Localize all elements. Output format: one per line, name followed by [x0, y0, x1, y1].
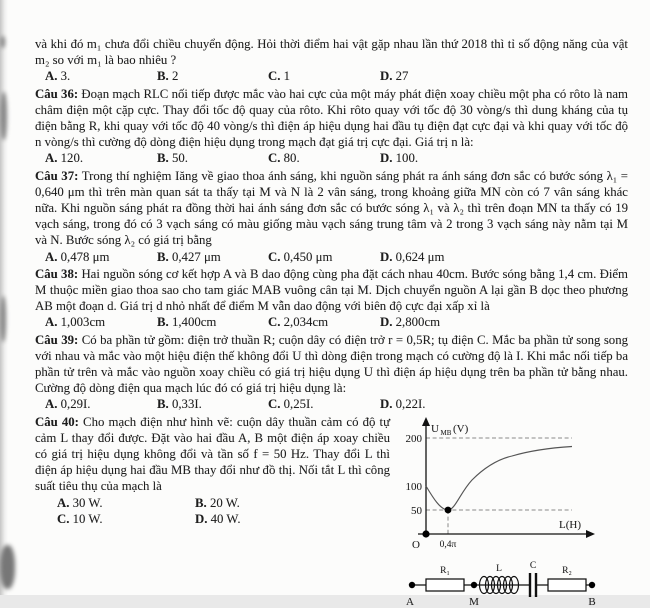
- answer-value: 0,33I.: [171, 397, 202, 412]
- answer-value: 3.: [60, 69, 71, 84]
- answer-option: [268, 249, 380, 265]
- answer-value: 30 W.: [72, 495, 103, 510]
- answer-letter: A.: [45, 151, 58, 166]
- answer-value: 1,003cm: [60, 315, 106, 330]
- question-37-answers: [35, 249, 628, 265]
- label-node-m: M: [469, 595, 479, 608]
- answer-letter: A.: [57, 495, 70, 510]
- question-number: Câu 40:: [35, 414, 79, 429]
- question-39-answers: [35, 396, 628, 412]
- answer-value: 80.: [283, 151, 300, 166]
- question-38: [35, 266, 628, 315]
- umb-vs-l-graph: [396, 416, 624, 552]
- answer-option: [380, 314, 628, 330]
- resistor-r1: [426, 579, 464, 591]
- answer-letter: A.: [45, 249, 58, 264]
- answer-value: 0,427 μm: [171, 249, 221, 264]
- answer-option: [45, 314, 157, 330]
- answer-value: 0,29I.: [60, 397, 91, 412]
- intro-answers-row: [35, 68, 628, 84]
- answer-option: [195, 495, 355, 511]
- answer-option: [195, 511, 355, 527]
- x-tick-04pi: 0,4π: [439, 539, 457, 550]
- answer-option: [380, 249, 628, 265]
- answer-value: 27: [395, 69, 409, 84]
- label-c: C: [529, 560, 537, 571]
- answer-value: 2,034cm: [283, 315, 329, 330]
- answer-letter: C.: [268, 249, 281, 264]
- graph-min-point: [445, 506, 452, 513]
- answer-option: [45, 150, 157, 166]
- answer-option: [45, 396, 157, 412]
- question-text: Cho mạch điện như hình vẽ: cuộn dây thuần cảm có độ tự cảm L thay đổi được. Đặt vào hai đầu A, B một điện áp xoay chiều có giá trị hiệu dụng không đổi và tần số f = 50 Hz. Thay đổi L thì điện áp hiệu dụng hai đầu MB thay đổi như đồ thị. Nối tắt L thì công suất tiêu thụ của mạch là: [35, 414, 391, 494]
- y-axis-arrow-icon: [422, 417, 430, 426]
- answer-option: [157, 68, 268, 84]
- answer-letter: C.: [57, 511, 70, 526]
- x-axis-label: L(H): [559, 518, 581, 531]
- question-38-answers: [35, 314, 628, 330]
- question-text: Đoạn mạch RLC nối tiếp được mắc vào hai cực của một máy phát điện xoay chiều một pha có rôto là nam châm điện một cặp cực. Thay đổi tốc độ quay của rôto. Khi rôto quay với tốc độ 30 vòng/s thì dung kháng của tụ điện bằng R, khi quay với tốc độ 40 vòng/s thì điện áp hiệu dụng hai đầu tụ điện đạt cực đại và khi quay với tốc độ n vòng/s thì cường độ dòng điện hiệu dụng trong mạch đạt giá trị cực đại. Giá trị n là:: [35, 86, 629, 150]
- answer-value: 40 W.: [210, 511, 241, 526]
- x-axis-arrow-icon: [586, 530, 595, 538]
- answer-letter: C.: [268, 397, 281, 412]
- y-tick-50: 50: [411, 504, 422, 517]
- answer-value: 0,25I.: [283, 397, 314, 412]
- answer-letter: C.: [268, 151, 281, 166]
- node-b-dot: [589, 581, 595, 587]
- label-node-a: A: [406, 595, 414, 608]
- label-l: L: [496, 563, 502, 574]
- question-number: Câu 37:: [35, 168, 79, 183]
- question-number: Câu 38:: [35, 266, 79, 281]
- answer-value: 2,800cm: [395, 315, 441, 330]
- answer-letter: B.: [157, 397, 169, 412]
- answer-option: [268, 68, 380, 84]
- node-m-dot: [471, 581, 477, 587]
- answer-option: [157, 396, 268, 412]
- answer-value: 10 W.: [72, 511, 103, 526]
- answer-letter: C.: [268, 69, 281, 84]
- graph-origin-point: [422, 530, 429, 537]
- answer-letter: B.: [157, 249, 169, 264]
- answer-option: [45, 68, 157, 84]
- answer-option: [45, 249, 157, 265]
- answer-value: 20 W.: [209, 495, 240, 510]
- answer-value: 1,400cm: [171, 315, 217, 330]
- label-node-b: B: [588, 595, 596, 608]
- question-40-block: [35, 414, 628, 608]
- answer-letter: D.: [380, 397, 393, 412]
- answer-option: [380, 396, 628, 412]
- answer-value: 2: [171, 69, 179, 84]
- answer-letter: D.: [380, 151, 393, 166]
- question-text: Trong thí nghiệm Iăng về giao thoa ánh sáng, khi nguồn sáng phát ra ánh sáng đơn sắc có bước sóng λ₁ = 0,640 μm thì trên màn quan sát ta thấy tại M và N là 2 vân sáng, trong khoảng giữa MN còn có 7 vân sáng khác nữa. Khi nguồn sáng phát ra đồng thời hai ánh sáng đơn sắc có bước sóng λ₁ và λ₂ thì trên đoạn MN ta thấy có 19 vạch sáng, trong đó có 3 vạch sáng có màu giống màu vạch sáng trung tâm và 2 trong 3 vạch sáng này nằm tại M và N. Bước sóng λ₂ có giá trị bằng: [35, 168, 629, 248]
- y-tick-100: 100: [405, 480, 422, 493]
- intro-text: và khi đó m₁ chưa đổi chiều chuyển động. Hỏi thời điểm hai vật gặp nhau lần thứ 2018 thì tỉ số động năng của vật m₂ so với m₁ là bao nhiêu ?: [35, 37, 628, 68]
- answer-letter: A.: [45, 315, 58, 330]
- answer-value: 0,22I.: [395, 397, 426, 412]
- answer-letter: D.: [380, 249, 393, 264]
- answer-option: [157, 249, 268, 265]
- answer-value: 0,450 μm: [283, 249, 333, 264]
- question-37: [35, 168, 628, 249]
- y-axis-unit: (V): [453, 422, 469, 435]
- origin-label: O: [412, 538, 420, 551]
- figure-block: [396, 416, 628, 608]
- question-text: Hai nguồn sóng cơ kết hợp A và B dao động cùng pha đặt cách nhau 40cm. Bước sóng bằng 1,4 cm. Điểm M thuộc miền giao thoa sao cho tam giác MAB vuông cân tại M. Dịch chuyển nguồn A lại gần B dọc theo phương AB một đoạn d. Giá trị d nhỏ nhất để điểm M vẫn dao động với biên độ cực đại xấp xỉ là: [35, 266, 629, 314]
- answer-option: [268, 396, 380, 412]
- answer-option: [380, 68, 628, 84]
- answer-letter: B.: [157, 151, 169, 166]
- y-tick-200: 200: [405, 432, 422, 445]
- label-r1: R₁: [440, 565, 450, 576]
- answer-option: [57, 511, 195, 527]
- answer-option: [268, 150, 380, 166]
- answer-option: [157, 314, 268, 330]
- answer-option: [157, 150, 268, 166]
- y-axis-label: U: [431, 422, 439, 435]
- label-r2: R₂: [562, 565, 572, 576]
- answer-letter: D.: [380, 315, 393, 330]
- answer-letter: B.: [157, 315, 169, 330]
- answer-letter: C.: [268, 315, 281, 330]
- y-axis-label-sub: MB: [440, 428, 452, 437]
- answer-letter: D.: [380, 69, 393, 84]
- rlc-circuit-diagram: [402, 560, 606, 608]
- answer-value: 100.: [395, 151, 419, 166]
- graph-curve: [426, 446, 572, 510]
- question-number: Câu 39:: [35, 332, 79, 347]
- question-number: Câu 36:: [35, 86, 79, 101]
- node-a-dot: [409, 581, 415, 587]
- answer-value: 1: [283, 69, 291, 84]
- answer-letter: B.: [157, 69, 169, 84]
- question-36: [35, 86, 628, 151]
- answer-value: 120.: [60, 151, 84, 166]
- answer-option: [380, 150, 628, 166]
- answer-value: 0,624 μm: [395, 249, 445, 264]
- resistor-r2: [548, 579, 586, 591]
- question-40-answers: [35, 495, 390, 527]
- answer-letter: B.: [195, 495, 207, 510]
- answer-value: 50.: [171, 151, 188, 166]
- question-36-answers: [35, 150, 628, 166]
- answer-letter: A.: [45, 69, 58, 84]
- answer-letter: D.: [195, 511, 208, 526]
- question-text: Có ba phần tử gồm: điện trở thuần R; cuộn dây có điện trở r = 0,5R; tụ điện C. Mắc ba phần tử song song với nhau và mắc vào một hiệu điện thế không đổi U thì dòng điện trong mạch có cường độ là I. Khi mắc nối tiếp ba phần tử trên và mắc vào nguồn xoay chiều có giá trị hiệu dụng U thì điện áp hiệu dụng trên ba phần tử bằng nhau. Cường độ dòng điện qua mạch lúc đó có giá trị hiệu dụng là:: [35, 332, 629, 396]
- answer-value: 0,478 μm: [60, 249, 110, 264]
- answer-letter: A.: [45, 397, 58, 412]
- answer-option: [268, 314, 380, 330]
- question-39: [35, 332, 628, 397]
- answer-option: [57, 495, 195, 511]
